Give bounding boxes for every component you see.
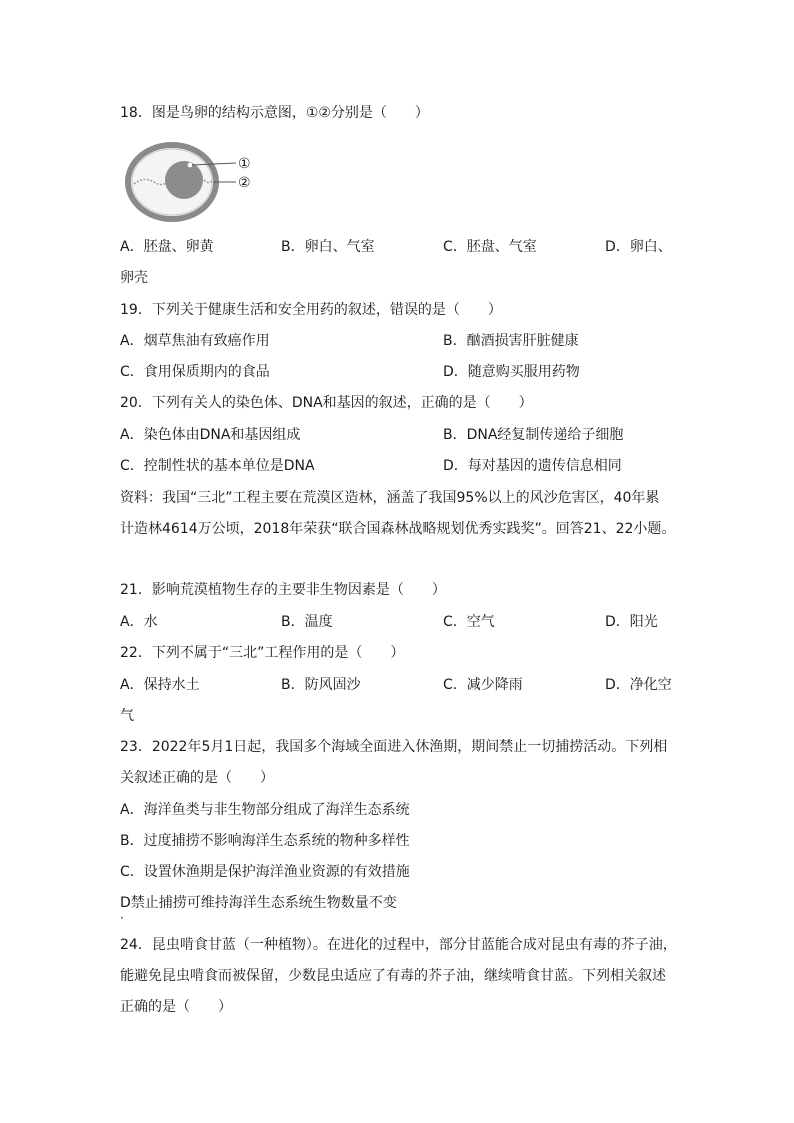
q19-option-a: A．烟草焦油有致癌作用 [120, 333, 270, 349]
q23-option-a: A．海洋鱼类与非生物部分组成了海洋生态系统 [120, 802, 410, 818]
germinal-disc [188, 163, 193, 168]
q19-option-d: D．随意购买服用药物 [443, 364, 580, 380]
q22-option-d: D．净化空 [605, 677, 672, 693]
q23-option-c: C．设置休渔期是保护海洋渔业资源的有效措施 [120, 864, 410, 880]
q21-option-a: A．水 [120, 614, 158, 630]
q20-option-d: D．每对基因的遗传信息相同 [443, 458, 622, 474]
bird-egg-diagram [124, 140, 274, 224]
q18-option-a: A．胚盘、卵黄 [120, 239, 214, 255]
q20-option-a: A．染色体由DNA和基因组成 [120, 427, 301, 443]
q23-option-d: D禁止捕捞可维持海洋生态系统生物数量不变 [120, 895, 397, 911]
q23-stem-line-2: 关叙述正确的是（ ） [120, 770, 274, 786]
q21-option-b: B．温度 [281, 614, 333, 630]
yolk [165, 161, 203, 199]
q18-option-d-wrap: 卵壳 [120, 270, 148, 286]
q19-stem: 19．下列关于健康生活和安全用药的叙述，错误的是（ ） [120, 302, 502, 318]
q24-stem-line-2: 能避免昆虫啃食而被保留，少数昆虫适应了有毒的芥子油，继续啃食甘蓝。下列相关叙述 [120, 968, 666, 984]
q18-option-d: D．卵白、 [605, 239, 672, 255]
material-line-1: 资料：我国“三北”工程主要在荒漠区造林，涵盖了我国95%以上的风沙危害区，40年累 [120, 490, 660, 506]
q22-option-d-wrap: 气 [120, 708, 134, 724]
q18-option-c: C．胚盘、气室 [443, 239, 537, 255]
q19-option-c: C．食用保质期内的食品 [120, 364, 270, 380]
q18-stem: 18．图是鸟卵的结构示意图，①②分别是（ ） [120, 105, 429, 121]
q24-stem-line-1: 24．昆虫啃食甘蓝（一种植物）。在进化的过程中，部分甘蓝能合成对昆虫有毒的芥子油， [120, 937, 677, 953]
q23-stem-line-1: 23．2022年5月1日起，我国多个海域全面进入休渔期，期间禁止一切捕捞活动。下列相 [120, 739, 668, 755]
q23-option-b: B．过度捕捞不影响海洋生态系统的物种多样性 [120, 833, 410, 849]
q18-option-b: B．卵白、气室 [281, 239, 375, 255]
material-line-2: 计造林4614万公顷，2018年荣获“联合国森林战略规划优秀实践奖”。回答21、22小题。 [120, 521, 676, 537]
q22-option-a: A．保持水土 [120, 677, 200, 693]
q21-option-d: D．阳光 [605, 614, 658, 630]
q20-option-b: B．DNA经复制传递给子细胞 [443, 427, 624, 443]
q21-stem: 21．影响荒漠植物生存的主要非生物因素是（ ） [120, 582, 446, 598]
q20-stem: 20．下列有关人的染色体、DNA和基因的叙述，正确的是（ ） [120, 395, 533, 411]
q22-stem: 22．下列不属于“三北”工程作用的是（ ） [120, 645, 405, 661]
label-1: ① [238, 156, 251, 172]
q22-option-b: B．防风固沙 [281, 677, 361, 693]
stray-dot-mark: · [120, 911, 124, 925]
label-2: ② [238, 175, 251, 191]
q20-option-c: C．控制性状的基本单位是DNA [120, 458, 315, 474]
q19-option-b: B．酗酒损害肝脏健康 [443, 333, 579, 349]
q24-stem-line-3: 正确的是（ ） [120, 999, 232, 1015]
q22-option-c: C．减少降雨 [443, 677, 523, 693]
q21-option-c: C．空气 [443, 614, 495, 630]
